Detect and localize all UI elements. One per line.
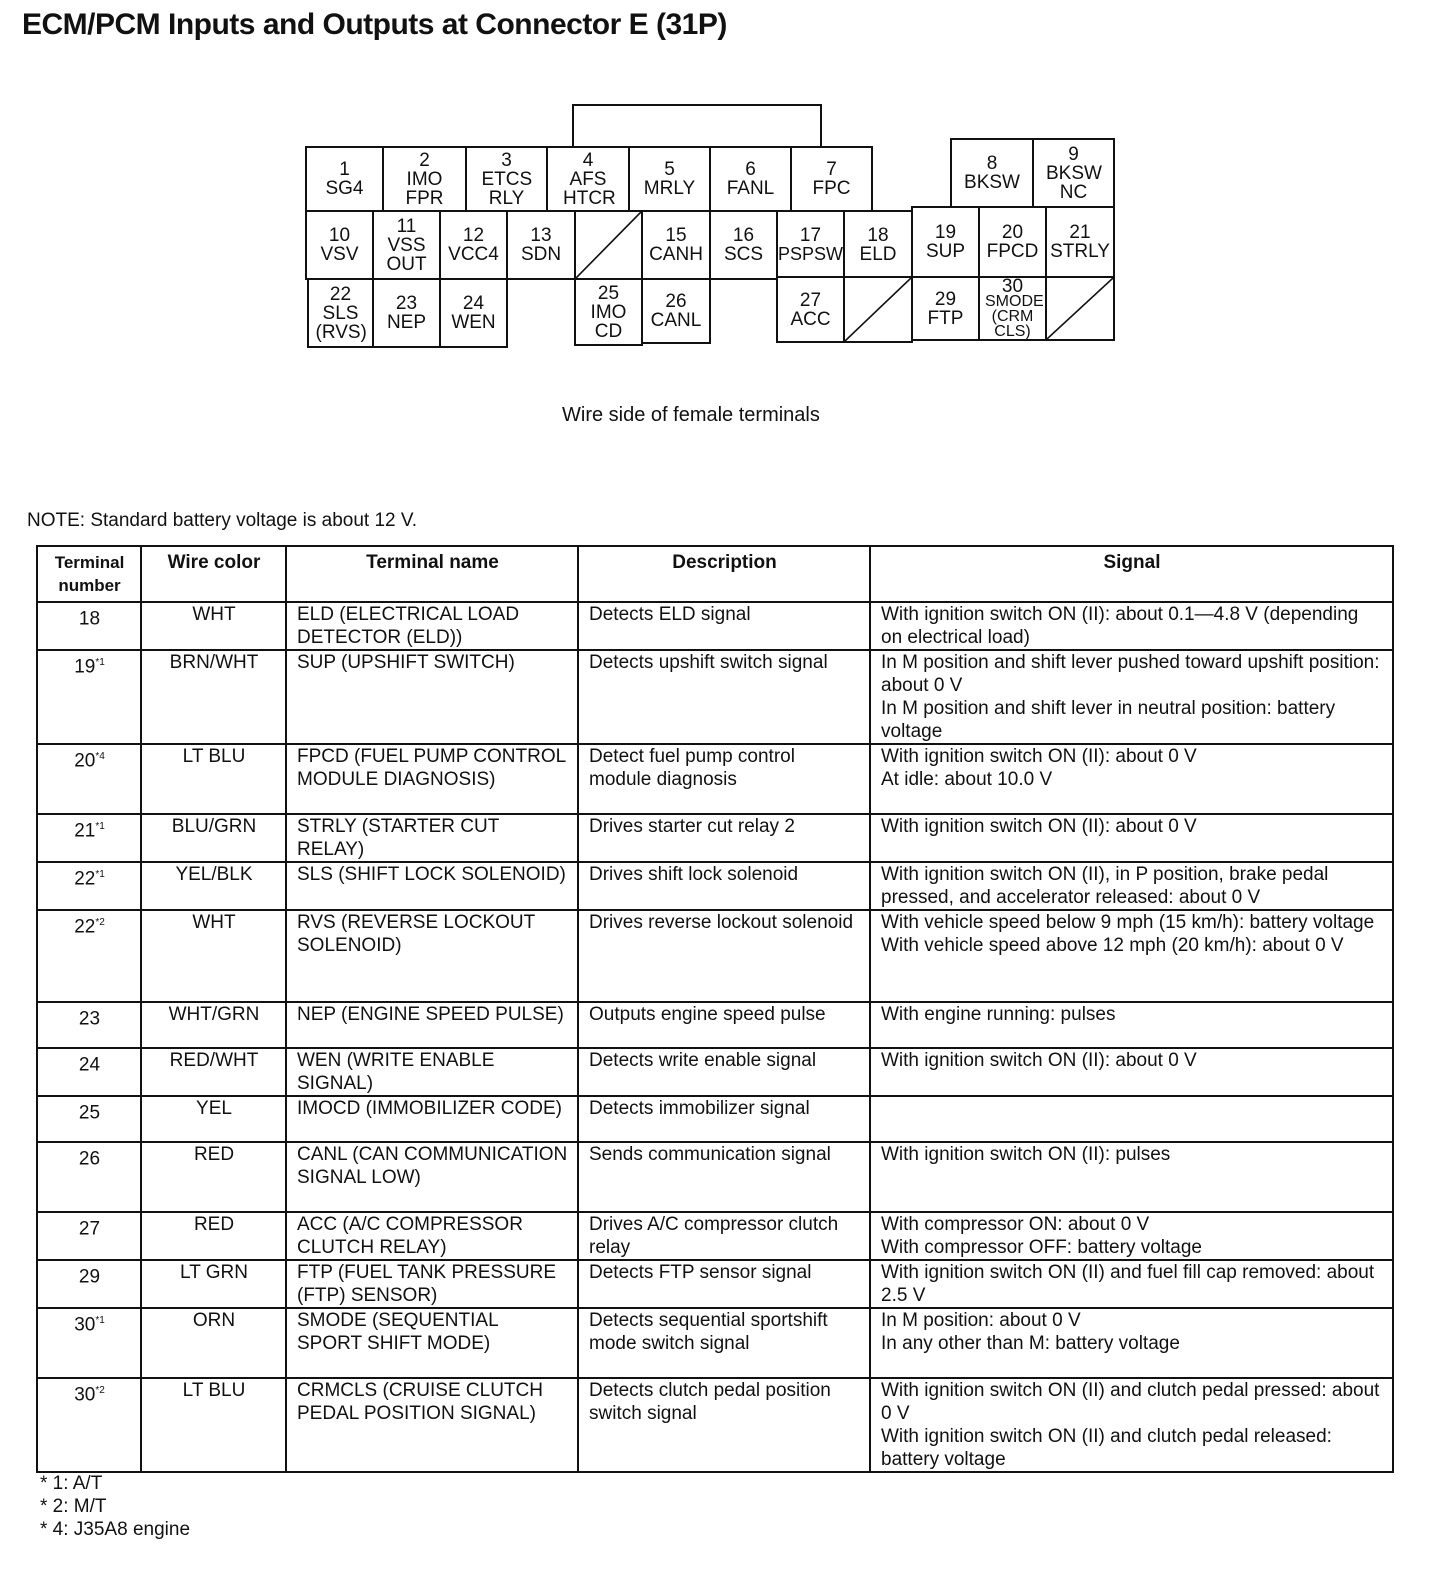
table-row bbox=[37, 1048, 1393, 1096]
cell-terminal-name: SLS (SHIFT LOCK SOLENOID) bbox=[286, 862, 578, 910]
terminal-number: 27 bbox=[799, 289, 822, 311]
terminal-label: STRLY bbox=[1050, 241, 1110, 262]
cell-terminal-number bbox=[37, 1142, 141, 1212]
cell-terminal-name: CANL (CAN COMMUNICATION SIGNAL LOW) bbox=[286, 1142, 578, 1212]
terminal-26 bbox=[641, 278, 711, 344]
terminal-number-text: 19 bbox=[74, 656, 96, 678]
empty-cavity-14 bbox=[574, 210, 643, 280]
cell-signal bbox=[870, 1096, 1393, 1142]
cell-description: Detects sequential sportshift mode switch signal bbox=[578, 1308, 870, 1378]
cell-description: Detects immobilizer signal bbox=[578, 1096, 870, 1142]
terminal-label: FPC bbox=[812, 178, 851, 199]
terminal-label: ELD bbox=[859, 244, 897, 265]
terminal-label: AFS HTCR bbox=[563, 168, 616, 209]
cell-wire-color: YEL bbox=[141, 1096, 286, 1142]
cell-signal: In M position and shift lever pushed toward upshift position: about 0 V In M position and shift lever in neutral position: battery voltage bbox=[870, 650, 1393, 744]
table-row bbox=[37, 1308, 1393, 1378]
terminal-number: 5 bbox=[664, 159, 675, 180]
footnote-marker: *1 bbox=[95, 1315, 105, 1326]
terminal-label: SDN bbox=[520, 244, 562, 265]
cell-description: Drives starter cut relay 2 bbox=[578, 814, 870, 862]
terminal-29 bbox=[911, 276, 980, 341]
cell-signal: With ignition switch ON (II): pulses bbox=[870, 1142, 1393, 1212]
cell-description: Detect fuel pump control module diagnosis bbox=[578, 744, 870, 814]
footnote-1: * 1: A/T bbox=[40, 1473, 103, 1494]
cell-description: Drives A/C compressor clutch relay bbox=[578, 1212, 870, 1260]
terminal-number-text: 23 bbox=[78, 1008, 101, 1030]
table-row bbox=[37, 602, 1393, 650]
terminal-label: WEN bbox=[451, 312, 496, 333]
terminal-6 bbox=[709, 146, 792, 212]
cell-description: Sends communication signal bbox=[578, 1142, 870, 1212]
terminal-label: SG4 bbox=[325, 178, 364, 199]
cell-signal: With compressor ON: about 0 V With compressor OFF: battery voltage bbox=[870, 1212, 1393, 1260]
cell-wire-color: RED bbox=[141, 1142, 286, 1212]
terminal-label: ACC bbox=[790, 308, 831, 330]
connector-latch bbox=[572, 104, 822, 146]
terminal-label: FANL bbox=[726, 178, 775, 199]
cell-description: Detects FTP sensor signal bbox=[578, 1260, 870, 1308]
terminal-1 bbox=[305, 146, 384, 212]
cell-signal: With ignition switch ON (II): about 0 V bbox=[870, 1048, 1393, 1096]
terminal-number: 23 bbox=[395, 293, 418, 314]
cell-wire-color: WHT bbox=[141, 602, 286, 650]
terminal-number: 18 bbox=[867, 225, 889, 246]
cell-terminal-name: ACC (A/C COMPRESSOR CLUTCH RELAY) bbox=[286, 1212, 578, 1260]
terminal-8 bbox=[950, 138, 1034, 208]
terminal-number: 11 bbox=[396, 215, 417, 237]
terminal-label: VCC4 bbox=[448, 244, 499, 265]
terminal-10 bbox=[305, 210, 374, 280]
terminal-label: PSPSW bbox=[778, 244, 844, 264]
header-terminal-name: Terminal name bbox=[286, 546, 578, 602]
terminal-27 bbox=[776, 276, 845, 343]
terminal-18 bbox=[843, 210, 913, 280]
cell-signal: With ignition switch ON (II), in P position, brake pedal pressed, and accelerator released: about 0 V bbox=[870, 862, 1393, 910]
terminal-19 bbox=[911, 206, 980, 278]
cell-terminal-name: RVS (REVERSE LOCKOUT SOLENOID) bbox=[286, 910, 578, 1002]
cavity-slash bbox=[845, 278, 911, 341]
terminal-24 bbox=[439, 278, 508, 348]
terminal-number-text: 22 bbox=[74, 916, 96, 938]
cell-terminal-number bbox=[37, 1048, 141, 1096]
terminal-11 bbox=[372, 210, 441, 280]
cell-terminal-name: FTP (FUEL TANK PRESSURE (FTP) SENSOR) bbox=[286, 1260, 578, 1308]
terminal-number: 13 bbox=[530, 225, 552, 246]
table-row bbox=[37, 910, 1393, 1002]
page-title: ECM/PCM Inputs and Outputs at Connector E (31P) bbox=[22, 8, 727, 41]
terminal-4 bbox=[546, 146, 630, 212]
terminal-30 bbox=[978, 276, 1047, 341]
terminal-number: 3 bbox=[501, 149, 512, 171]
terminal-21 bbox=[1045, 206, 1115, 278]
footnote-marker: *1 bbox=[95, 869, 105, 880]
cell-terminal-name: NEP (ENGINE SPEED PULSE) bbox=[286, 1002, 578, 1048]
battery-note: NOTE: Standard battery voltage is about 12 V. bbox=[27, 510, 418, 531]
cell-terminal-number bbox=[37, 650, 141, 744]
cell-signal: With ignition switch ON (II): about 0 V At idle: about 10.0 V bbox=[870, 744, 1393, 814]
header-description: Description bbox=[578, 546, 870, 602]
table-row bbox=[37, 1002, 1393, 1048]
cell-terminal-number bbox=[37, 602, 141, 650]
terminal-number: 8 bbox=[986, 153, 998, 174]
terminal-label: NEP bbox=[386, 312, 427, 333]
footnote-2: * 2: M/T bbox=[40, 1496, 107, 1517]
footnote-4: * 4: J35A8 engine bbox=[40, 1519, 191, 1540]
terminal-22 bbox=[307, 278, 374, 348]
terminal-number-text: 25 bbox=[78, 1102, 101, 1124]
terminal-number: 21 bbox=[1069, 222, 1091, 243]
cell-terminal-name: STRLY (STARTER CUT RELAY) bbox=[286, 814, 578, 862]
cell-terminal-number bbox=[37, 910, 141, 1002]
cell-wire-color: RED/WHT bbox=[141, 1048, 286, 1096]
terminal-7 bbox=[790, 146, 873, 212]
terminal-number: 30 bbox=[1001, 275, 1024, 297]
terminal-number-text: 30 bbox=[74, 1314, 96, 1336]
cell-terminal-number bbox=[37, 862, 141, 910]
cell-wire-color: YEL/BLK bbox=[141, 862, 286, 910]
cell-terminal-number bbox=[37, 1260, 141, 1308]
cell-wire-color: BLU/GRN bbox=[141, 814, 286, 862]
terminal-16 bbox=[709, 210, 778, 280]
terminal-number-text: 18 bbox=[78, 608, 101, 630]
cell-terminal-number bbox=[37, 1308, 141, 1378]
terminal-number: 12 bbox=[462, 225, 485, 246]
terminal-number: 1 bbox=[339, 159, 350, 180]
terminal-label: IMO FPR bbox=[405, 168, 444, 209]
cell-terminal-name: SMODE (SEQUENTIAL SPORT SHIFT MODE) bbox=[286, 1308, 578, 1378]
cell-signal: With engine running: pulses bbox=[870, 1002, 1393, 1048]
cell-terminal-number bbox=[37, 1002, 141, 1048]
terminal-number: 9 bbox=[1068, 143, 1079, 165]
terminal-label: MRLY bbox=[643, 178, 696, 199]
terminal-number-text: 20 bbox=[74, 750, 96, 772]
cell-description: Detects clutch pedal position switch signal bbox=[578, 1378, 870, 1472]
footnote-marker: *1 bbox=[95, 821, 105, 832]
terminal-number: 25 bbox=[597, 282, 620, 304]
terminal-label: SUP bbox=[925, 241, 966, 262]
terminal-13 bbox=[506, 210, 576, 280]
cell-wire-color: LT GRN bbox=[141, 1260, 286, 1308]
header-wire-color: Wire color bbox=[141, 546, 286, 602]
cell-terminal-number bbox=[37, 814, 141, 862]
cell-description: Drives reverse lockout solenoid bbox=[578, 910, 870, 1002]
cell-terminal-name: SUP (UPSHIFT SWITCH) bbox=[286, 650, 578, 744]
cell-terminal-number bbox=[37, 1378, 141, 1472]
terminal-label: CANH bbox=[649, 244, 703, 265]
terminal-number: 7 bbox=[826, 159, 837, 180]
cell-terminal-number bbox=[37, 1096, 141, 1142]
signal-table bbox=[36, 545, 1394, 1473]
terminal-number: 19 bbox=[934, 222, 957, 243]
terminal-17 bbox=[776, 210, 845, 280]
cell-wire-color: ORN bbox=[141, 1308, 286, 1378]
terminal-number: 6 bbox=[745, 159, 756, 180]
footnote-marker: *4 bbox=[95, 751, 105, 762]
cell-terminal-name: IMOCD (IMMOBILIZER CODE) bbox=[286, 1096, 578, 1142]
terminal-label: FTP bbox=[927, 307, 964, 329]
cell-description: Outputs engine speed pulse bbox=[578, 1002, 870, 1048]
terminal-23 bbox=[372, 278, 441, 348]
terminal-label: FPCD bbox=[986, 241, 1039, 262]
cell-description: Detects ELD signal bbox=[578, 602, 870, 650]
terminal-12 bbox=[439, 210, 508, 280]
terminal-number-text: 22 bbox=[74, 868, 96, 890]
cell-terminal-name: FPCD (FUEL PUMP CONTROL MODULE DIAGNOSIS) bbox=[286, 744, 578, 814]
cell-terminal-name: ELD (ELECTRICAL LOAD DETECTOR (ELD)) bbox=[286, 602, 578, 650]
cavity-slash bbox=[1047, 278, 1113, 339]
terminal-label: BKSW NC bbox=[1046, 162, 1102, 203]
cell-description: Detects write enable signal bbox=[578, 1048, 870, 1096]
empty-cavity-31 bbox=[1045, 276, 1115, 341]
table-row bbox=[37, 862, 1393, 910]
cell-wire-color: LT BLU bbox=[141, 744, 286, 814]
cell-signal: In M position: about 0 V In any other than M: battery voltage bbox=[870, 1308, 1393, 1378]
cell-signal: With ignition switch ON (II): about 0.1—4.8 V (depending on electrical load) bbox=[870, 602, 1393, 650]
terminal-20 bbox=[978, 206, 1047, 278]
table-row bbox=[37, 814, 1393, 862]
table-header-row bbox=[37, 546, 1393, 602]
cell-terminal-name: CRMCLS (CRUISE CLUTCH PEDAL POSITION SIGNAL) bbox=[286, 1378, 578, 1472]
terminal-number: 4 bbox=[582, 149, 594, 171]
footnote-marker: *2 bbox=[95, 1385, 105, 1396]
terminal-number-text: 30 bbox=[74, 1384, 96, 1406]
terminal-label: SLS (RVS) bbox=[315, 302, 367, 343]
terminal-number-text: 24 bbox=[78, 1054, 101, 1076]
connector-caption: Wire side of female terminals bbox=[562, 404, 820, 426]
terminal-number-text: 29 bbox=[78, 1266, 101, 1288]
footnote-marker: *2 bbox=[95, 917, 105, 928]
terminal-number: 29 bbox=[934, 288, 957, 310]
terminal-9 bbox=[1032, 138, 1115, 208]
table-row bbox=[37, 1142, 1393, 1212]
empty-cavity-28 bbox=[843, 276, 913, 343]
cell-signal: With ignition switch ON (II): about 0 V bbox=[870, 814, 1393, 862]
cell-terminal-number bbox=[37, 744, 141, 814]
terminal-number-text: 26 bbox=[78, 1148, 101, 1170]
footnote-marker: *1 bbox=[95, 657, 105, 668]
terminal-number-text: 27 bbox=[78, 1218, 101, 1240]
terminal-label: VSV bbox=[320, 244, 359, 265]
cell-signal: With ignition switch ON (II) and fuel fill cap removed: about 2.5 V bbox=[870, 1260, 1393, 1308]
terminal-label: CANL bbox=[650, 310, 702, 331]
terminal-label: IMO CD bbox=[590, 301, 627, 342]
terminal-label: SCS bbox=[723, 244, 764, 265]
terminal-15 bbox=[641, 210, 711, 280]
table-row bbox=[37, 1378, 1393, 1472]
header-terminal-number: Terminal number bbox=[37, 546, 141, 602]
terminal-label: VSS OUT bbox=[386, 234, 427, 275]
cell-description: Drives shift lock solenoid bbox=[578, 862, 870, 910]
terminal-number: 15 bbox=[665, 225, 687, 246]
terminal-2 bbox=[382, 146, 467, 212]
table-row bbox=[37, 744, 1393, 814]
terminal-3 bbox=[465, 146, 548, 212]
terminal-label: BKSW bbox=[964, 172, 1020, 193]
terminal-25 bbox=[574, 278, 643, 346]
terminal-number: 24 bbox=[462, 293, 485, 314]
terminal-label: SMODE (CRM CLS) bbox=[985, 292, 1044, 340]
table-row bbox=[37, 1212, 1393, 1260]
cell-wire-color: LT BLU bbox=[141, 1378, 286, 1472]
terminal-label: ETCS RLY bbox=[481, 168, 533, 209]
terminal-number: 26 bbox=[665, 291, 687, 312]
terminal-number: 17 bbox=[799, 225, 822, 246]
cell-wire-color: RED bbox=[141, 1212, 286, 1260]
header-signal: Signal bbox=[870, 546, 1393, 602]
cell-terminal-name: WEN (WRITE ENABLE SIGNAL) bbox=[286, 1048, 578, 1096]
terminal-number: 2 bbox=[419, 149, 430, 171]
table-row bbox=[37, 1260, 1393, 1308]
cell-signal: With vehicle speed below 9 mph (15 km/h): battery voltage With vehicle speed above 12 mph (20 km/h): about 0 V bbox=[870, 910, 1393, 1002]
terminal-number: 20 bbox=[1001, 222, 1024, 243]
terminal-number: 22 bbox=[329, 283, 352, 305]
cavity-slash bbox=[576, 212, 641, 278]
cell-wire-color: WHT bbox=[141, 910, 286, 1002]
terminal-number: 10 bbox=[328, 225, 351, 246]
terminal-number-text: 21 bbox=[74, 820, 96, 842]
cell-signal: With ignition switch ON (II) and clutch pedal pressed: about 0 V With ignition switch ON (II) and clutch pedal released: battery voltage bbox=[870, 1378, 1393, 1472]
cell-wire-color: WHT/GRN bbox=[141, 1002, 286, 1048]
table-row bbox=[37, 650, 1393, 744]
cell-wire-color: BRN/WHT bbox=[141, 650, 286, 744]
terminal-5 bbox=[628, 146, 711, 212]
cell-description: Detects upshift switch signal bbox=[578, 650, 870, 744]
cell-terminal-number bbox=[37, 1212, 141, 1260]
terminal-number: 16 bbox=[732, 225, 755, 246]
table-row bbox=[37, 1096, 1393, 1142]
